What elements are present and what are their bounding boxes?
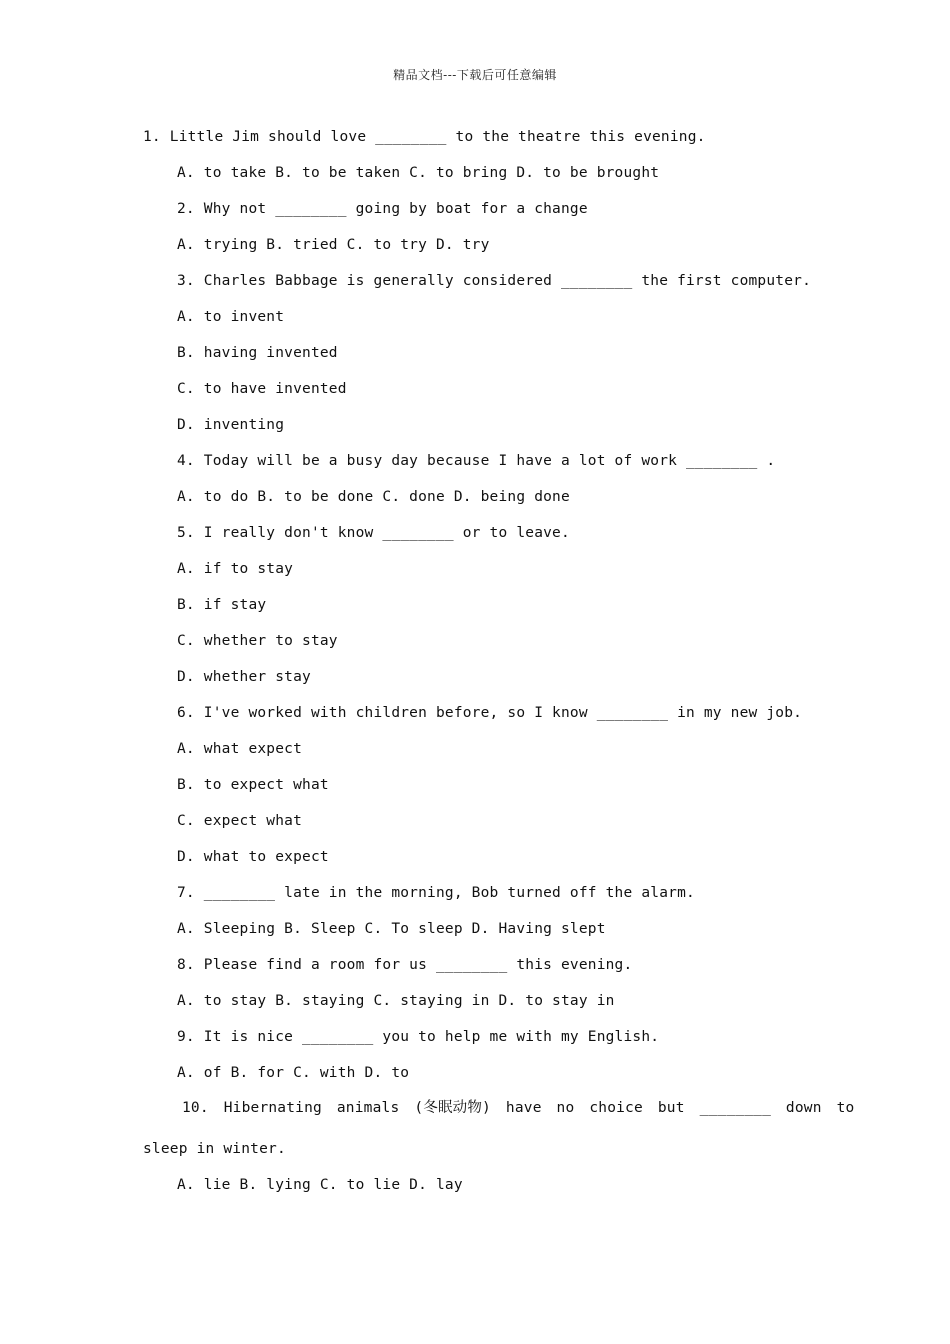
page-header: 精品文档---下载后可任意编辑: [393, 68, 557, 82]
question-4-options: A. to do B. to be done C. done D. being done: [177, 489, 570, 505]
question-3-option-b: B. having invented: [177, 345, 338, 361]
question-7: 7. ________ late in the morning, Bob turned off the alarm.: [177, 885, 695, 901]
question-3-option-d: D. inventing: [177, 417, 285, 433]
question-1-options: A. to take B. to be taken C. to bring D. to be brought: [177, 165, 660, 181]
question-7-options: A. Sleeping B. Sleep C. To sleep D. Having slept: [177, 921, 606, 937]
question-5-option-b: B. if stay: [177, 597, 267, 613]
question-9: 9. It is nice ________ you to help me with my English.: [177, 1029, 660, 1045]
question-5-option-a: A. if to stay: [177, 561, 294, 577]
question-10-continued: sleep in winter.: [143, 1141, 286, 1157]
question-3-option-a: A. to invent: [177, 309, 285, 325]
question-1: 1. Little Jim should love ________ to the theatre this evening.: [143, 129, 706, 145]
question-6: 6. I've worked with children before, so I know ________ in my new job.: [177, 705, 803, 721]
question-2: 2. Why not ________ going by boat for a change: [177, 201, 588, 217]
question-6-option-d: D. what to expect: [177, 849, 329, 865]
question-9-options: A. of B. for C. with D. to: [177, 1065, 410, 1081]
question-5: 5. I really don't know ________ or to leave.: [177, 525, 570, 541]
question-8-options: A. to stay B. staying C. staying in D. to stay in: [177, 993, 615, 1009]
question-6-option-c: C. expect what: [177, 813, 303, 829]
question-3-option-c: C. to have invented: [177, 381, 347, 397]
question-3: 3. Charles Babbage is generally considered ________ the first computer.: [177, 273, 812, 289]
question-10-options: A. lie B. lying C. to lie D. lay: [177, 1177, 463, 1193]
question-5-option-d: D. whether stay: [177, 669, 311, 685]
question-6-option-b: B. to expect what: [177, 777, 329, 793]
question-8: 8. Please find a room for us ________ this evening.: [177, 957, 633, 973]
question-6-option-a: A. what expect: [177, 741, 303, 757]
question-4: 4. Today will be a busy day because I have a lot of work ________ .: [177, 453, 776, 469]
question-5-option-c: C. whether to stay: [177, 633, 338, 649]
question-2-options: A. trying B. tried C. to try D. try: [177, 237, 490, 253]
question-10: 10. Hibernating animals (冬眠动物) have no choice but ________ down to: [182, 1100, 855, 1116]
